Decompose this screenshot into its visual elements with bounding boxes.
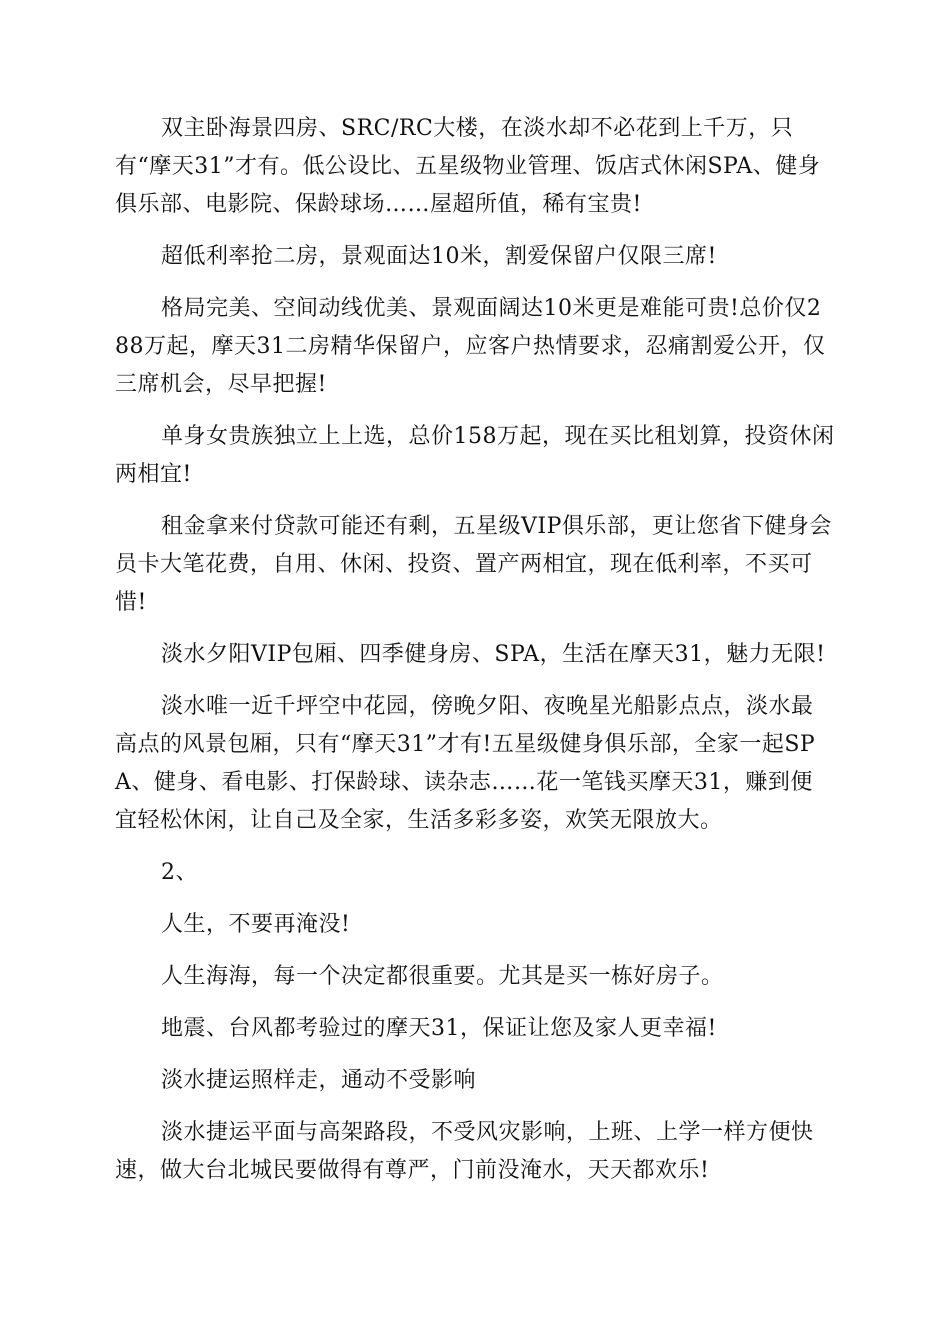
paragraph-8: 人生，不要再淹没! <box>161 912 351 937</box>
paragraph-10: 地震、台风都考验过的摩天31，保证让您及家人更幸福! <box>161 1016 717 1041</box>
paragraph-6: 淡水夕阳VIP包厢、四季健身房、SPA，生活在摩天31，魅力无限! <box>161 642 826 667</box>
document-body <box>115 110 835 1204</box>
paragraph-11: 淡水捷运照样走，通动不受影响 <box>161 1068 477 1093</box>
paragraph-4: 单身女贵族独立上上选，总价158万起，现在买比租划算，投资休闲两相宜! <box>115 424 835 487</box>
paragraph-5: 租金拿来付贷款可能还有剩，五星级VIP俱乐部，更让您省下健身会员卡大笔花费，自用、休闲、投资、置产两相宜，现在低利率，不买可惜! <box>115 514 832 615</box>
paragraph-9: 人生海海，每一个决定都很重要。尤其是买一栋好房子。 <box>161 964 724 989</box>
paragraph-3: 格局完美、空间动线优美、景观面阔达10米更是难能可贵!总价仅288万起，摩天31二房精华保留户，应客户热情要求，忍痛割爱公开，仅三席机会，尽早把握! <box>115 296 826 397</box>
section-number: 2、 <box>161 860 198 885</box>
paragraph-2: 超低利率抢二房，景观面达10米，割爱保留户仅限三席! <box>161 244 717 269</box>
paragraph-7: 淡水唯一近千坪空中花园，傍晚夕阳、夜晚星光船影点点，淡水最高点的风景包厢，只有“摩天31”才有!五星级健身俱乐部，全家一起SPA、健身、看电影、打保龄球、读杂志……花一笔钱买摩天31，赚到便宜轻松休闲，让自己及全家，生活多彩多姿，欢笑无限放大。 <box>115 694 816 833</box>
paragraph-1: 双主卧海景四房、SRC/RC大楼，在淡水却不必花到上千万，只有“摩天31”才有。低公设比、五星级物业管理、饭店式休闲SPA、健身俱乐部、电影院、保龄球场……屋超所值，稀有宝贵! <box>115 116 821 217</box>
paragraph-12: 淡水捷运平面与高架路段，不受风灾影响，上班、上学一样方便快速，做大台北城民要做得有尊严，门前没淹水，天天都欢乐! <box>115 1120 814 1183</box>
